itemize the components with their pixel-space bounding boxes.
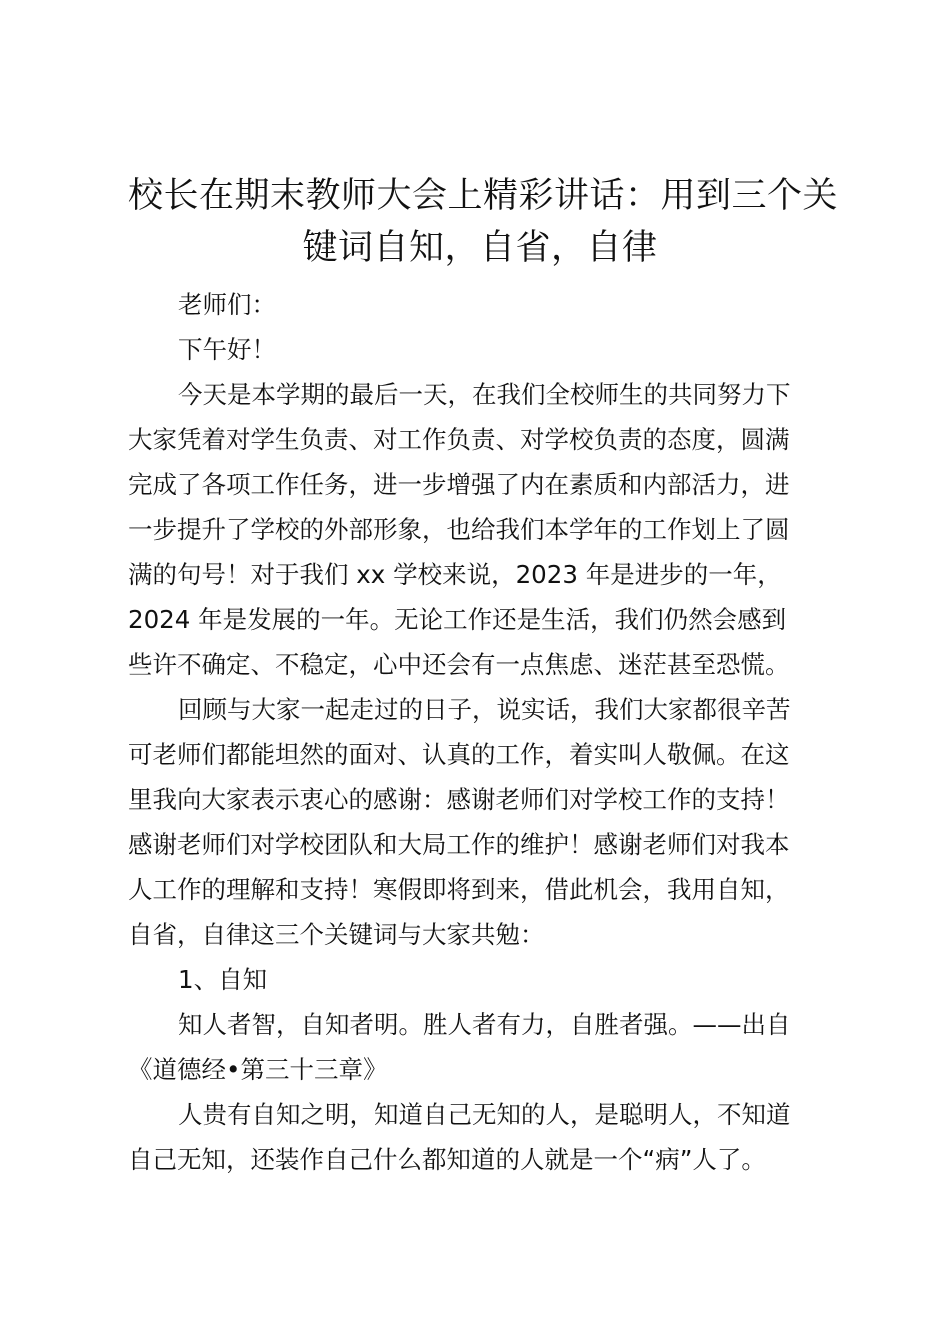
paragraph-line: 自省，自律这三个关键词与大家共勉： xyxy=(128,920,545,949)
document-title xyxy=(128,170,839,274)
section-heading-1 xyxy=(128,957,832,1002)
paragraph-line: 2024 年是发展的一年。无论工作还是生活，我们仍然会感到 xyxy=(128,605,787,634)
paragraph-line: 里我向大家表示衷心的感谢：感谢老师们对学校工作的支持！ xyxy=(128,785,790,814)
greeting-paragraph xyxy=(128,327,832,372)
paragraph-line: 下午好！ xyxy=(178,335,276,364)
paragraph-line: 一步提升了学校的外部形象，也给我们本学年的工作划上了圆 xyxy=(128,515,790,544)
paragraph-line: 大家凭着对学生负责、对工作负责、对学校负责的态度，圆满 xyxy=(128,425,790,454)
paragraph-line: 人贵有自知之明，知道自己无知的人，是聪明人，不知道 xyxy=(178,1100,791,1129)
document-body xyxy=(128,282,832,1182)
document-page xyxy=(128,170,839,1182)
paragraph-line: 可老师们都能坦然的面对、认真的工作，着实叫人敬佩。在这 xyxy=(128,740,790,769)
paragraph-line: 感谢老师们对学校团队和大局工作的维护！感谢老师们对我本 xyxy=(128,830,790,859)
quote-paragraph xyxy=(128,1002,832,1092)
paragraph-line: 满的句号！对于我们 xx 学校来说，2023 年是进步的一年， xyxy=(128,560,782,589)
title-line-1: 校长在期末教师大会上精彩讲话：用到三个关 xyxy=(128,176,839,216)
paragraph-line: 完成了各项工作任务，进一步增强了内在素质和内部活力，进 xyxy=(128,470,790,499)
paragraph-line: 些许不确定、不稳定，心中还会有一点焦虑、迷茫甚至恐慌。 xyxy=(128,650,790,679)
paragraph-line: 1、自知 xyxy=(178,965,268,994)
salutation-paragraph xyxy=(128,282,832,327)
explanation-paragraph xyxy=(128,1092,832,1182)
title-line-2: 键词自知，自省，自律 xyxy=(302,228,658,268)
paragraph-line: 老师们： xyxy=(178,290,276,319)
paragraph-line: 知人者智，自知者明。胜人者有力，自胜者强。——出自 xyxy=(178,1010,791,1039)
paragraph-line: 人工作的理解和支持！寒假即将到来，借此机会，我用自知， xyxy=(128,875,790,904)
paragraph-line: 回顾与大家一起走过的日子，说实话，我们大家都很辛苦 xyxy=(178,695,791,724)
paragraph-line: 《道德经•第三十三章》 xyxy=(128,1055,388,1084)
paragraph-line: 今天是本学期的最后一天，在我们全校师生的共同努力下 xyxy=(178,380,791,409)
opening-paragraph xyxy=(128,372,832,687)
paragraph-line: 自己无知，还装作自己什么都知道的人就是一个“病”人了。 xyxy=(128,1145,766,1174)
thanks-paragraph xyxy=(128,687,832,957)
